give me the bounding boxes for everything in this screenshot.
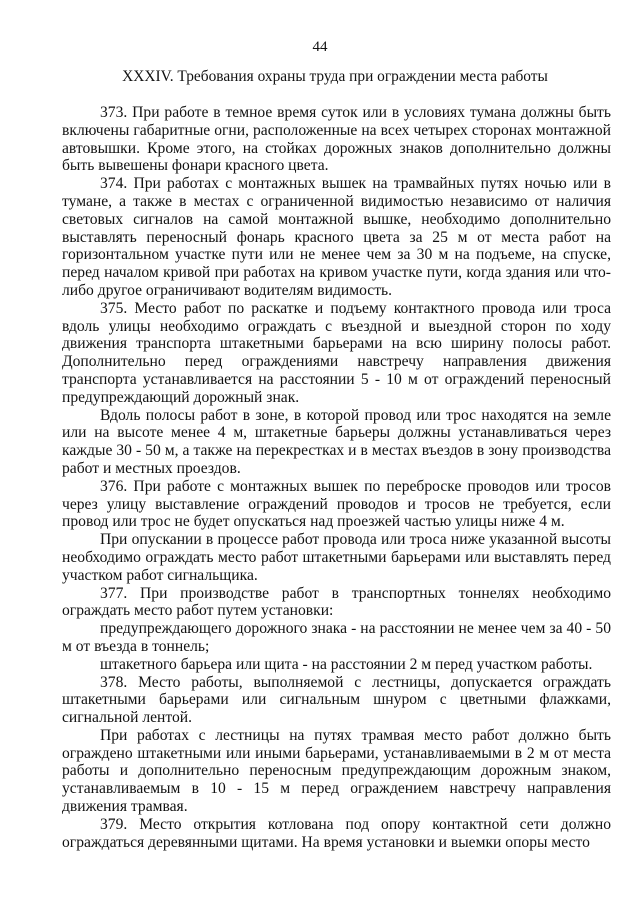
paragraph-377-item-sign: предупреждающего дорожного знака - на расстоянии не менее чем за 40 - 50 м от въезда в тоннель;	[62, 620, 611, 655]
paragraph-377: 377. При производстве работ в транспортных тоннелях необходимо ограждать место работ путем установки:	[62, 584, 611, 620]
paragraph-374: 374. При работах с монтажных вышек на трамвайных путях ночью или в тумане, а также в местах с ограниченной видимостью независимо от наличия световых сигналов на самой монтажной вышке, необходимо дополнительно выставлять переносный фонарь красного цвета за 25 м от места работ на горизонтальном участке пути или не менее чем за 30 м на подъеме, на спуске, перед началом кривой при работах на кривом участке пути, когда здания или что-либо другое ограничивают водителям видимость.	[62, 175, 611, 299]
paragraph-378-continued: При работах с лестницы на путях трамвая место работ должно быть ограждено штакетными или иными барьерами, устанавливаемыми в 2 м от места работы и дополнительно переносным предупреждающим дорожным знаком, устанавливаемым в 10 - 15 м перед ограждением навстречу направления движения трамвая.	[62, 726, 611, 816]
paragraph-378: 378. Место работы, выполняемой с лестницы, допускается ограждать штакетными барьерами или сигнальным шнуром с цветными флажками, сигнальной лентой.	[62, 673, 611, 727]
paragraph-373: 373. При работе в темное время суток или в условиях тумана должны быть включены габаритные огни, расположенные на всех четырех сторонах монтажной автовышки. Кроме этого, на стойках дорожных знаков дополнительно должны быть вывешены фонари красного цвета.	[62, 104, 611, 175]
section-heading: XXXIV. Требования охраны труда при ограждении места работы	[122, 68, 548, 85]
body-text	[62, 104, 611, 851]
paragraph-376: 376. При работе с монтажных вышек по переброске проводов или тросов через улицу выставление ограждений проводов и тросов не требуется, если провод или трос не будет опускаться над проезжей частью улицы ниже 4 м.	[62, 477, 611, 531]
paragraph-379: 379. Место открытия котлована под опору контактной сети должно ограждаться деревянными щитами. На время установки и выемки опоры место	[62, 815, 611, 851]
page-number: 44	[312, 39, 328, 55]
paragraph-375-continued: Вдоль полосы работ в зоне, в которой провод или трос находятся на земле или на высоте менее 4 м, штакетные барьеры должны устанавливаться через каждые 30 - 50 м, а также на перекрестках и в местах въездов в зону производства работ и местных проездов.	[62, 406, 611, 477]
paragraph-375: 375. Место работ по раскатке и подъему контактного провода или троса вдоль улицы необходимо ограждать с въездной и выездной сторон по ходу движения транспорта штакетными барьерами на всю ширину полосы работ. Дополнительно перед ограждениями навстречу направления движения транспорта устанавливается на расстоянии 5 - 10 м от ограждений переносный предупреждающий дорожный знак.	[62, 299, 611, 406]
paragraph-377-item-barrier: штакетного барьера или щита - на расстоянии 2 м перед участком работы.	[100, 655, 593, 673]
paragraph-376-continued: При опускании в процессе работ провода или троса ниже указанной высоты необходимо ограждать место работ штакетными барьерами или выставлять перед участком работ сигнальщика.	[62, 531, 611, 584]
